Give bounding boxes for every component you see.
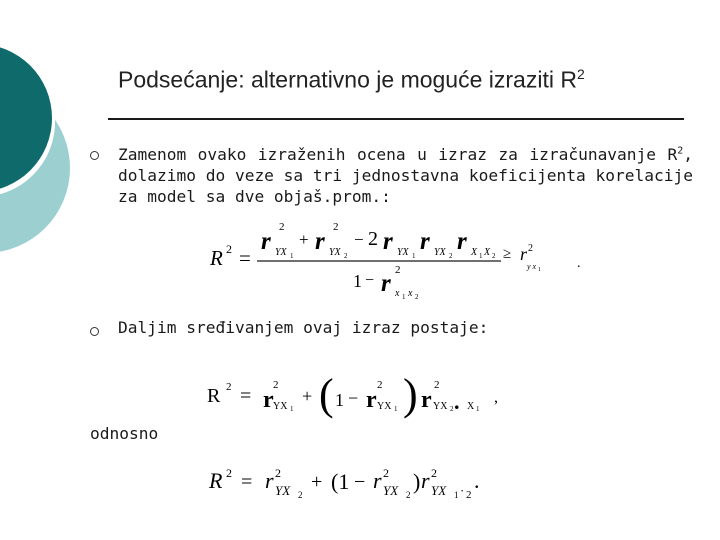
svg-text:2: 2 bbox=[395, 264, 401, 276]
svg-text:·: · bbox=[460, 483, 465, 498]
svg-text:2: 2 bbox=[415, 293, 419, 301]
svg-text:YX: YX bbox=[329, 247, 341, 258]
svg-text:2: 2 bbox=[434, 379, 440, 391]
hollow-circle-bullet-icon bbox=[90, 327, 99, 336]
svg-text:1: 1 bbox=[353, 271, 362, 291]
svg-text:YX: YX bbox=[377, 401, 392, 412]
svg-text:y x: y x bbox=[527, 262, 537, 271]
svg-text:2: 2 bbox=[226, 381, 232, 393]
svg-text:+: + bbox=[299, 230, 309, 249]
svg-text:r: r bbox=[420, 228, 430, 255]
decorative-circles bbox=[0, 0, 120, 300]
svg-text:r: r bbox=[366, 387, 377, 413]
svg-text:2: 2 bbox=[298, 490, 303, 500]
svg-text:2: 2 bbox=[226, 242, 232, 256]
svg-text:YX: YX bbox=[383, 483, 399, 498]
svg-text:1: 1 bbox=[479, 252, 483, 260]
svg-text:2: 2 bbox=[368, 228, 378, 250]
svg-text:(1: (1 bbox=[331, 469, 350, 494]
title-underline bbox=[108, 118, 684, 120]
svg-text:=: = bbox=[240, 385, 252, 407]
svg-text:2: 2 bbox=[450, 405, 454, 413]
svg-text:YX: YX bbox=[273, 401, 288, 412]
svg-text:2: 2 bbox=[275, 466, 281, 480]
svg-text:1: 1 bbox=[476, 405, 480, 413]
svg-text:2: 2 bbox=[528, 243, 533, 254]
svg-text:r: r bbox=[520, 244, 528, 264]
svg-text:2: 2 bbox=[333, 221, 339, 233]
equation-r2-partial bbox=[203, 362, 563, 422]
svg-text:YX: YX bbox=[434, 247, 446, 258]
bullet-paragraph-1: Zamenom ovako izraženih ocena u izraz za izračunavanje $R^2$, dolazimo do veze sa tri jednostavna koeficijenta korelacije za model sa dve objaš.prom.: bbox=[118, 145, 693, 206]
svg-text:r: r bbox=[261, 228, 271, 255]
svg-text:.: . bbox=[577, 256, 581, 271]
hollow-circle-bullet-icon bbox=[90, 151, 99, 160]
svg-text:2: 2 bbox=[344, 252, 348, 260]
svg-text:=: = bbox=[241, 471, 253, 493]
svg-text:2: 2 bbox=[226, 466, 232, 480]
svg-text:r: r bbox=[263, 387, 274, 413]
svg-text:1: 1 bbox=[290, 252, 294, 260]
svg-text:−: − bbox=[348, 388, 359, 408]
svg-text:2: 2 bbox=[406, 490, 411, 500]
svg-text:2: 2 bbox=[279, 221, 285, 233]
svg-text:2: 2 bbox=[273, 379, 279, 391]
svg-text:x: x bbox=[408, 288, 413, 299]
svg-text:−: − bbox=[365, 272, 375, 289]
svg-text:1: 1 bbox=[402, 293, 406, 301]
svg-text:R: R bbox=[210, 246, 223, 270]
odnosno-text: odnosno bbox=[90, 424, 159, 443]
equation-r2-final bbox=[205, 458, 565, 508]
svg-text:,: , bbox=[494, 389, 498, 406]
svg-text:+: + bbox=[311, 471, 323, 493]
svg-text:r: r bbox=[265, 468, 274, 493]
svg-text:r: r bbox=[383, 228, 393, 255]
svg-text:2: 2 bbox=[449, 252, 453, 260]
svg-text:1: 1 bbox=[335, 390, 344, 410]
svg-text:X: X bbox=[471, 247, 478, 258]
svg-text:r: r bbox=[373, 468, 382, 493]
svg-text:): ) bbox=[403, 370, 418, 419]
title-superscript: 2 bbox=[576, 66, 585, 82]
svg-text:1: 1 bbox=[454, 490, 459, 500]
svg-text:YX: YX bbox=[275, 483, 291, 498]
slide-title bbox=[118, 66, 585, 94]
svg-text:1: 1 bbox=[412, 252, 416, 260]
svg-text:2: 2 bbox=[492, 252, 496, 260]
svg-text:−: − bbox=[354, 230, 364, 249]
svg-text:2: 2 bbox=[431, 466, 437, 480]
svg-text:R: R bbox=[207, 385, 221, 407]
svg-text:2: 2 bbox=[377, 379, 383, 391]
svg-text:1: 1 bbox=[538, 267, 541, 273]
equation-r2-fraction bbox=[205, 215, 595, 305]
svg-text:.: . bbox=[474, 468, 480, 493]
svg-text:2: 2 bbox=[466, 489, 472, 501]
svg-text:R: R bbox=[209, 468, 223, 493]
svg-text:≥: ≥ bbox=[503, 246, 512, 262]
title-text: Podsećanje: alternativno je moguće izraziti R bbox=[118, 66, 577, 93]
svg-text:YX: YX bbox=[397, 247, 409, 258]
svg-text:x: x bbox=[395, 288, 400, 299]
svg-text:1: 1 bbox=[394, 405, 398, 413]
svg-text:r: r bbox=[315, 228, 325, 255]
svg-text:r: r bbox=[457, 228, 467, 255]
svg-text:r: r bbox=[381, 270, 391, 297]
svg-text:r: r bbox=[421, 387, 432, 413]
svg-text:): ) bbox=[413, 469, 421, 494]
bullet-paragraph-2: Daljim sređivanjem ovaj izraz postaje: bbox=[118, 318, 489, 337]
svg-text:X: X bbox=[484, 247, 491, 258]
svg-text:(: ( bbox=[319, 370, 334, 419]
svg-text:r: r bbox=[421, 468, 430, 493]
svg-text:1: 1 bbox=[290, 405, 294, 413]
svg-text:=: = bbox=[239, 246, 251, 270]
svg-text:YX: YX bbox=[275, 247, 287, 258]
svg-text:2: 2 bbox=[383, 466, 389, 480]
svg-text:.: . bbox=[454, 389, 460, 414]
svg-text:X: X bbox=[467, 401, 475, 412]
svg-text:+: + bbox=[302, 386, 313, 406]
svg-text:−: − bbox=[354, 471, 366, 493]
svg-text:YX: YX bbox=[431, 483, 447, 498]
svg-text:YX: YX bbox=[433, 401, 448, 412]
